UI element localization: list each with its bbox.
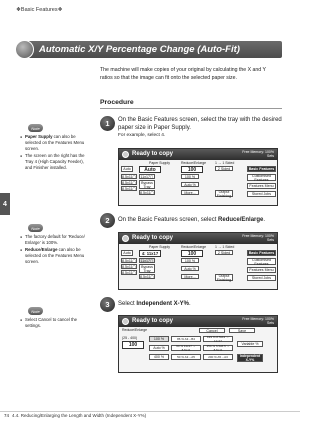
page-number: 74 — [4, 413, 10, 418]
screen-3-body — [119, 327, 277, 372]
stored-jobs-tab[interactable]: Stored Jobs — [247, 275, 276, 281]
pct-400-button[interactable]: 400 % — [149, 354, 169, 360]
basic-features-tab[interactable]: Basic Features — [248, 167, 275, 171]
screen-1-memory — [242, 150, 274, 158]
note-3-item-1 — [20, 317, 88, 329]
two-sided-button[interactable]: 2 Sided — [215, 166, 233, 171]
step-1-example: For example, select 4. — [118, 133, 166, 139]
note-2-icon: Note — [28, 224, 43, 232]
range-label: (25 - 400) — [122, 336, 138, 340]
more-button[interactable]: More... — [181, 190, 199, 195]
ready-icon — [122, 318, 129, 325]
variable-pct-button[interactable]: Variable % — [237, 341, 263, 347]
note-2-item-2 — [20, 247, 88, 265]
step-2-text — [118, 217, 288, 225]
customised-features-tab[interactable]: Customised Features — [247, 258, 276, 265]
auto-pct-button[interactable]: Auto % — [181, 182, 199, 187]
stored-jobs-tab[interactable]: Stored Jobs — [247, 191, 276, 197]
cancel-button[interactable]: Cancel — [199, 328, 225, 333]
screen-2-memory — [242, 234, 274, 242]
paper-supply-value: Auto — [139, 166, 161, 173]
reduce-enlarge-label: Reduce/Enlarge — [181, 161, 207, 165]
screen-3-memory-label: Free Memory: 100% — [242, 317, 274, 321]
note-2-item-1 — [20, 234, 88, 246]
screen-1-body — [119, 160, 277, 205]
two-sided-button[interactable]: 2 Sided — [215, 250, 233, 255]
reduce-enlarge-screen — [118, 315, 278, 373]
tray-2-button[interactable]: 8.5x11▢ — [122, 264, 136, 269]
independent-xy-button[interactable]: Independent X-Y% — [237, 354, 263, 362]
note-1-item-1-text: can also be selected on the Features Menu screen. — [25, 134, 85, 151]
note-1-item-2-text: The screen on the right has the Tray 4 (High Capacity Feeder), and Finisher installed. — [25, 153, 85, 170]
auto-pct-button[interactable]: Auto % — [181, 266, 199, 271]
section-header: ❖Basic Features❖ — [16, 7, 63, 13]
note-1-item-1 — [20, 134, 88, 152]
tray-2-button[interactable]: 8.5x11▢ — [122, 180, 136, 185]
screen-2-memory-label: Free Memory: 100% — [242, 234, 274, 238]
note-1-icon: Note — [28, 124, 43, 132]
step-3-prefix: Select — [118, 301, 137, 307]
chapter-tab: 4 — [0, 193, 10, 215]
screen-2-sets: Sets — [266, 238, 274, 242]
paper-auto-button[interactable]: Auto — [121, 166, 133, 172]
auto-pct-button[interactable]: Auto % — [149, 345, 169, 351]
note-3-list — [20, 317, 88, 330]
step-1-number: 1 — [100, 116, 115, 131]
ready-icon — [122, 235, 129, 242]
pct-100-button[interactable]: 100 % — [181, 174, 199, 179]
reduce-enlarge-label: Reduce/Enlarge — [181, 245, 207, 249]
ratio-value: 100 — [122, 341, 144, 349]
tray-5-button[interactable]: 8.5x11▢ — [140, 190, 154, 195]
customised-features-tab[interactable]: Customised Features — [247, 174, 276, 181]
reduce-enlarge-heading: Reduce/Enlarge — [122, 328, 148, 332]
sided-label: 1 → 1 Sided — [215, 245, 235, 249]
pct-100-button[interactable]: 100 % — [149, 336, 169, 342]
screen-3-memory — [242, 317, 274, 325]
preset-50-button[interactable]: 50 % A3→A5 — [171, 354, 201, 360]
paper-supply-label: Paper Supply — [149, 161, 171, 165]
more-button[interactable]: More... — [181, 274, 199, 279]
screen-3-status: Ready to copy — [132, 318, 174, 324]
note-1-item-2 — [20, 153, 88, 171]
banner-bullet-icon — [15, 40, 34, 59]
note-1-list — [20, 134, 88, 172]
features-menu-tab[interactable]: Features Menu — [247, 183, 276, 189]
screen-1-status: Ready to copy — [132, 151, 174, 157]
tray-1-button[interactable]: 8.5x11▢ — [122, 258, 136, 263]
step-2-prefix: On the Basic Features screen, select — [118, 217, 219, 223]
preset-129-button[interactable]: 129 % 8.5x11 → 11x17 — [203, 336, 233, 342]
screen-1-sets: Sets — [266, 154, 274, 158]
tray-4-button[interactable]: 11x17▢ — [140, 258, 154, 263]
step-1-instruction: On the Basic Features screen, select the tray with the desired paper size in Paper Supply. — [118, 117, 282, 131]
footer-text: 4.4. Reducing/Enlarging the Length and Width (Independent X-Y%) — [12, 413, 147, 418]
step-3-suffix: . — [189, 301, 191, 307]
basic-features-screen-2 — [118, 232, 278, 290]
tray-3-button[interactable]: 8.5x11▢ — [122, 186, 136, 191]
bypass-tray-button[interactable]: Bypass Tray — [139, 180, 155, 189]
screen-2-status: Ready to copy — [132, 235, 174, 241]
basic-features-screen-1 — [118, 148, 278, 206]
note-3-icon: Note — [28, 307, 43, 315]
step-3-number: 3 — [100, 297, 115, 312]
step-1-text — [118, 117, 288, 140]
step-2-number: 2 — [100, 213, 115, 228]
intro-text: The machine will make copies of your original by calculating the X and Y ratios so that the image can fit onto the selected paper size. — [100, 67, 266, 81]
preset-64-button[interactable]: 64 % 11x17 → 8.5x11 — [171, 345, 201, 351]
tray-5-button[interactable]: 8.5x11▢ — [140, 274, 154, 279]
basic-features-tab[interactable]: Basic Features — [248, 251, 275, 255]
footer-divider — [0, 411, 300, 412]
note-2-item-2-bold: Reduce/Enlarge — [25, 247, 58, 252]
note-2-item-1-text: The factory default for 'Reduce/ Enlarge' is 100%. — [25, 234, 85, 245]
screen-2-body — [119, 244, 277, 289]
output-finishing-button[interactable]: Output Finishing — [216, 273, 232, 282]
save-button[interactable]: Save — [229, 328, 255, 333]
procedure-title: Procedure — [100, 99, 134, 106]
procedure-divider — [100, 108, 282, 109]
note-1-item-1-bold: Paper Supply — [25, 134, 53, 139]
paper-auto-button[interactable]: Auto — [121, 250, 133, 256]
step-3-text — [118, 301, 288, 309]
ready-icon — [122, 151, 129, 158]
paper-supply-value: 4: 11x17 — [139, 250, 161, 257]
bypass-tray-button[interactable]: Bypass Tray — [139, 264, 155, 273]
tray-1-button[interactable]: 8.5x11▢ — [122, 174, 136, 179]
step-3-bold: Independent X-Y% — [136, 301, 190, 307]
preset-154-button[interactable]: 154 % 5.5x8.5 → 8.5x11 — [203, 345, 233, 351]
paper-supply-label: Paper Supply — [149, 245, 171, 249]
preset-200-button[interactable]: 200 % A5→A3 — [203, 354, 233, 360]
reduce-value: 100 — [181, 166, 203, 173]
step-2-bold: Reduce/Enlarge — [218, 217, 264, 223]
note-2-item-2-text: can also be selected on the Features Menu screen. — [25, 247, 85, 264]
tray-3-button[interactable]: 8.5x11▢ — [122, 270, 136, 275]
reduce-value: 100 — [181, 250, 203, 257]
pct-100-button[interactable]: 100 % — [181, 258, 199, 263]
step-2-suffix: . — [263, 217, 266, 223]
preset-86-button[interactable]: 86 % A3→B4 — [171, 336, 201, 342]
note-3-item-1-text: Select Cancel to cancel the settings. — [25, 317, 78, 328]
output-finishing-button[interactable]: Output Finishing — [216, 189, 232, 198]
features-menu-tab[interactable]: Features Menu — [247, 267, 276, 273]
page-title: Automatic X/Y Percentage Change (Auto-Fit) — [39, 44, 240, 55]
screen-3-sets: Sets — [266, 321, 274, 325]
note-2-list — [20, 234, 88, 266]
sided-label: 1 → 1 Sided — [215, 161, 235, 165]
tray-4-button[interactable]: 11x17▢ — [140, 174, 154, 179]
screen-1-memory-label: Free Memory: 100% — [242, 150, 274, 154]
